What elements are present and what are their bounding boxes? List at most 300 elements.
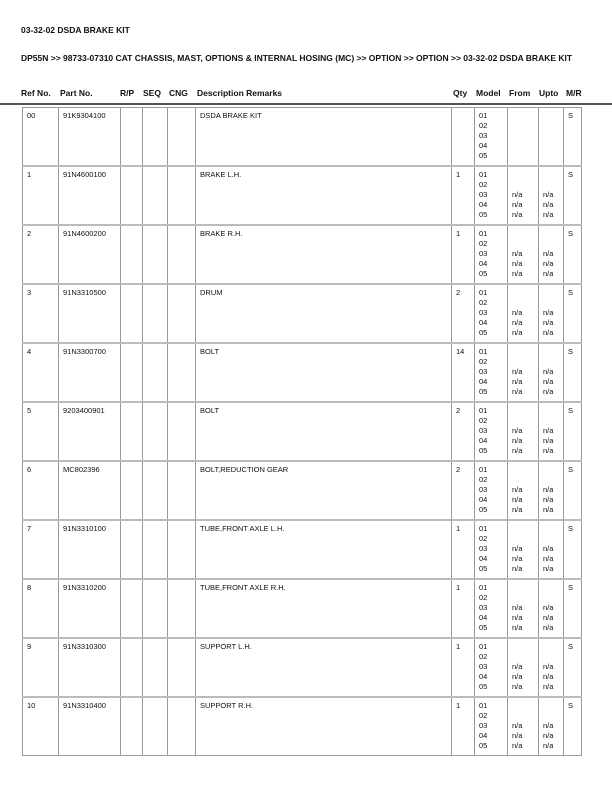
header-part: Part No.: [60, 88, 93, 98]
description: DSDA BRAKE KIT: [196, 108, 452, 167]
model-line: 02: [479, 416, 488, 425]
model-line: 01: [479, 229, 488, 238]
upto-line: n/a: [543, 485, 554, 494]
qty: 1: [452, 579, 475, 638]
part-no: 91K9304100: [59, 108, 121, 167]
table-row: [23, 402, 582, 461]
header-mr: M/R: [566, 88, 582, 98]
qty: 1: [452, 638, 475, 697]
from: [508, 225, 539, 284]
upto: [539, 461, 564, 520]
model-line: 01: [479, 170, 488, 179]
model-line: 03: [479, 544, 488, 553]
from-line: [512, 229, 534, 239]
upto-line: [543, 701, 559, 711]
description: BOLT,REDUCTION GEAR: [196, 461, 452, 520]
upto-line: n/a: [543, 210, 554, 219]
cng-cell: [168, 402, 196, 461]
part-no: 91N3310200: [59, 579, 121, 638]
from: [508, 520, 539, 579]
table-row: [23, 225, 582, 284]
upto-line: [543, 406, 559, 416]
part-no: 91N3310100: [59, 520, 121, 579]
from-line: n/a: [512, 741, 523, 750]
table-row: [23, 108, 582, 167]
qty: 2: [452, 461, 475, 520]
upto-line: [543, 475, 559, 485]
model-line: 05: [479, 387, 488, 396]
part-no: 91N4600200: [59, 225, 121, 284]
upto-line: [543, 298, 559, 308]
upto-line: n/a: [543, 682, 554, 691]
model-line: 01: [479, 701, 488, 710]
mr: S: [564, 225, 582, 284]
upto-line: n/a: [543, 249, 554, 258]
description: SUPPORT L.H.: [196, 638, 452, 697]
model-line: 04: [479, 495, 488, 504]
model-line: 05: [479, 151, 488, 160]
upto-line: n/a: [543, 731, 554, 740]
from-line: [512, 239, 534, 249]
upto-line: [543, 288, 559, 298]
qty: [452, 108, 475, 167]
model: [475, 343, 508, 402]
upto-line: n/a: [543, 318, 554, 327]
table-row: [23, 284, 582, 343]
model: [475, 402, 508, 461]
upto-line: [543, 642, 559, 652]
from-line: [512, 141, 534, 151]
upto-line: n/a: [543, 672, 554, 681]
model-line: 02: [479, 652, 488, 661]
model: [475, 579, 508, 638]
from-line: [512, 583, 534, 593]
description: SUPPORT R.H.: [196, 697, 452, 756]
model-line: 04: [479, 318, 488, 327]
model-line: 02: [479, 357, 488, 366]
from-line: [512, 121, 534, 131]
model-line: 01: [479, 524, 488, 533]
from: [508, 638, 539, 697]
model-line: 04: [479, 672, 488, 681]
model-line: 05: [479, 741, 488, 750]
from-line: [512, 642, 534, 652]
qty: 14: [452, 343, 475, 402]
model-line: 04: [479, 200, 488, 209]
qty: 1: [452, 225, 475, 284]
qty: 1: [452, 520, 475, 579]
from: [508, 166, 539, 225]
table-row: [23, 343, 582, 402]
upto-line: n/a: [543, 564, 554, 573]
from-line: [512, 701, 534, 711]
part-no: MC802396: [59, 461, 121, 520]
header-seq: SEQ: [143, 88, 161, 98]
upto-line: n/a: [543, 495, 554, 504]
ref-no: 1: [23, 166, 59, 225]
model: [475, 108, 508, 167]
upto-line: [543, 593, 559, 603]
model-line: 03: [479, 131, 488, 140]
model: [475, 520, 508, 579]
table-row: [23, 166, 582, 225]
upto-line: n/a: [543, 269, 554, 278]
upto-line: [543, 416, 559, 426]
upto-line: n/a: [543, 721, 554, 730]
model-line: 03: [479, 485, 488, 494]
model: [475, 461, 508, 520]
table-row: [23, 638, 582, 697]
qty: 2: [452, 402, 475, 461]
upto-line: [543, 711, 559, 721]
rp-cell: [121, 638, 143, 697]
cng-cell: [168, 225, 196, 284]
upto-line: n/a: [543, 377, 554, 386]
ref-no: 2: [23, 225, 59, 284]
from: [508, 284, 539, 343]
header-cng: CNG: [169, 88, 188, 98]
upto-line: n/a: [543, 554, 554, 563]
model: [475, 166, 508, 225]
mr: S: [564, 461, 582, 520]
from-line: n/a: [512, 436, 523, 445]
from-line: n/a: [512, 623, 523, 632]
upto-line: [543, 465, 559, 475]
upto-line: n/a: [543, 426, 554, 435]
from-line: n/a: [512, 269, 523, 278]
rp-cell: [121, 225, 143, 284]
from-line: [512, 593, 534, 603]
from-line: n/a: [512, 387, 523, 396]
ref-no: 00: [23, 108, 59, 167]
ref-no: 8: [23, 579, 59, 638]
model-line: 05: [479, 328, 488, 337]
from-line: [512, 416, 534, 426]
model: [475, 284, 508, 343]
header-desc: Description Remarks: [197, 88, 283, 98]
rp-cell: [121, 343, 143, 402]
rp-cell: [121, 461, 143, 520]
header-rp: R/P: [120, 88, 135, 98]
breadcrumb: DP55N >> 98733-07310 CAT CHASSIS, MAST, OPTIONS & INTERNAL HOSING (MC) >> OPTION >> OPTION >> 03-32-02 DSDA BRAKE KIT: [21, 53, 573, 63]
model-line: 02: [479, 593, 488, 602]
cng-cell: [168, 579, 196, 638]
from-line: [512, 711, 534, 721]
cng-cell: [168, 343, 196, 402]
model-line: 01: [479, 406, 488, 415]
seq-cell: [143, 697, 168, 756]
model: [475, 638, 508, 697]
from-line: n/a: [512, 367, 523, 376]
from: [508, 461, 539, 520]
header-ref: Ref No.: [21, 88, 51, 98]
seq-cell: [143, 166, 168, 225]
from-line: [512, 347, 534, 357]
seq-cell: [143, 520, 168, 579]
qty: 2: [452, 284, 475, 343]
rp-cell: [121, 402, 143, 461]
upto-line: [543, 583, 559, 593]
upto-line: n/a: [543, 367, 554, 376]
upto-line: [543, 151, 559, 161]
upto-line: n/a: [543, 505, 554, 514]
from-line: n/a: [512, 721, 523, 730]
part-no: 91N4600100: [59, 166, 121, 225]
model-line: 04: [479, 554, 488, 563]
model-line: 02: [479, 180, 488, 189]
from-line: n/a: [512, 495, 523, 504]
cng-cell: [168, 697, 196, 756]
upto-line: n/a: [543, 603, 554, 612]
from-line: n/a: [512, 505, 523, 514]
upto-line: [543, 141, 559, 151]
model-line: 05: [479, 210, 488, 219]
model-line: 01: [479, 642, 488, 651]
from: [508, 108, 539, 167]
model: [475, 225, 508, 284]
rp-cell: [121, 284, 143, 343]
part-no: 91N3310500: [59, 284, 121, 343]
cng-cell: [168, 166, 196, 225]
cng-cell: [168, 638, 196, 697]
model-line: 04: [479, 436, 488, 445]
from-line: n/a: [512, 308, 523, 317]
description: TUBE,FRONT AXLE R.H.: [196, 579, 452, 638]
from-line: n/a: [512, 731, 523, 740]
upto-line: n/a: [543, 259, 554, 268]
rp-cell: [121, 520, 143, 579]
model-line: 02: [479, 711, 488, 720]
model-line: 01: [479, 347, 488, 356]
from-line: n/a: [512, 603, 523, 612]
description: BOLT: [196, 402, 452, 461]
from-line: [512, 180, 534, 190]
seq-cell: [143, 579, 168, 638]
upto-line: n/a: [543, 662, 554, 671]
upto-line: n/a: [543, 544, 554, 553]
header-divider: [0, 103, 612, 105]
mr: S: [564, 697, 582, 756]
qty: 1: [452, 166, 475, 225]
from-line: n/a: [512, 200, 523, 209]
upto-line: [543, 111, 559, 121]
model-line: 01: [479, 465, 488, 474]
mr: S: [564, 284, 582, 343]
from-line: [512, 475, 534, 485]
upto: [539, 108, 564, 167]
upto-line: n/a: [543, 387, 554, 396]
from: [508, 579, 539, 638]
model-line: 04: [479, 141, 488, 150]
part-no: 9203400901: [59, 402, 121, 461]
upto-line: n/a: [543, 623, 554, 632]
from-line: n/a: [512, 564, 523, 573]
from: [508, 402, 539, 461]
upto-line: [543, 131, 559, 141]
table-row: [23, 579, 582, 638]
from: [508, 343, 539, 402]
model-line: 03: [479, 190, 488, 199]
upto-line: [543, 170, 559, 180]
upto: [539, 697, 564, 756]
description: BRAKE R.H.: [196, 225, 452, 284]
header-model: Model: [476, 88, 501, 98]
from-line: n/a: [512, 672, 523, 681]
model-line: 02: [479, 298, 488, 307]
from-line: n/a: [512, 682, 523, 691]
description: BRAKE L.H.: [196, 166, 452, 225]
from-line: [512, 298, 534, 308]
parts-table: [22, 107, 582, 756]
table-header: [0, 88, 612, 102]
part-no: 91N3310400: [59, 697, 121, 756]
from-line: n/a: [512, 446, 523, 455]
seq-cell: [143, 284, 168, 343]
from-line: n/a: [512, 554, 523, 563]
from: [508, 697, 539, 756]
upto-line: n/a: [543, 200, 554, 209]
cng-cell: [168, 461, 196, 520]
ref-no: 5: [23, 402, 59, 461]
mr: S: [564, 402, 582, 461]
model: [475, 697, 508, 756]
upto: [539, 520, 564, 579]
model-line: 03: [479, 721, 488, 730]
upto-line: n/a: [543, 328, 554, 337]
model-line: 02: [479, 121, 488, 130]
cng-cell: [168, 284, 196, 343]
upto-line: [543, 524, 559, 534]
seq-cell: [143, 461, 168, 520]
upto-line: [543, 357, 559, 367]
model-line: 05: [479, 505, 488, 514]
upto-line: [543, 652, 559, 662]
model-line: 04: [479, 613, 488, 622]
upto-line: [543, 180, 559, 190]
rp-cell: [121, 108, 143, 167]
seq-cell: [143, 108, 168, 167]
seq-cell: [143, 343, 168, 402]
qty: 1: [452, 697, 475, 756]
model-line: 02: [479, 239, 488, 248]
from-line: n/a: [512, 249, 523, 258]
from-line: [512, 406, 534, 416]
rp-cell: [121, 579, 143, 638]
table-row: [23, 697, 582, 756]
model-line: 01: [479, 111, 488, 120]
mr: S: [564, 638, 582, 697]
upto-line: [543, 239, 559, 249]
from-line: n/a: [512, 377, 523, 386]
model-line: 03: [479, 308, 488, 317]
from-line: [512, 131, 534, 141]
upto-line: [543, 534, 559, 544]
header-from: From: [509, 88, 531, 98]
from-line: n/a: [512, 426, 523, 435]
mr: S: [564, 579, 582, 638]
ref-no: 9: [23, 638, 59, 697]
mr: S: [564, 520, 582, 579]
from-line: n/a: [512, 328, 523, 337]
upto: [539, 225, 564, 284]
from-line: n/a: [512, 544, 523, 553]
model-line: 04: [479, 377, 488, 386]
description: DRUM: [196, 284, 452, 343]
ref-no: 4: [23, 343, 59, 402]
model-line: 03: [479, 367, 488, 376]
from-line: [512, 524, 534, 534]
seq-cell: [143, 638, 168, 697]
ref-no: 10: [23, 697, 59, 756]
part-no: 91N3310300: [59, 638, 121, 697]
page-title: 03-32-02 DSDA BRAKE KIT: [21, 25, 130, 35]
from-line: n/a: [512, 485, 523, 494]
model-line: 05: [479, 623, 488, 632]
upto-line: n/a: [543, 446, 554, 455]
from-line: n/a: [512, 259, 523, 268]
from-line: n/a: [512, 318, 523, 327]
upto-line: [543, 229, 559, 239]
ref-no: 7: [23, 520, 59, 579]
upto-line: n/a: [543, 308, 554, 317]
model-line: 05: [479, 269, 488, 278]
cng-cell: [168, 520, 196, 579]
model-line: 03: [479, 426, 488, 435]
from-line: [512, 465, 534, 475]
model-line: 03: [479, 249, 488, 258]
from-line: n/a: [512, 190, 523, 199]
upto-line: n/a: [543, 436, 554, 445]
from-line: n/a: [512, 662, 523, 671]
upto: [539, 284, 564, 343]
model-line: 03: [479, 603, 488, 612]
mr: S: [564, 108, 582, 167]
seq-cell: [143, 225, 168, 284]
from-line: [512, 111, 534, 121]
mr: S: [564, 343, 582, 402]
ref-no: 3: [23, 284, 59, 343]
rp-cell: [121, 166, 143, 225]
model-line: 03: [479, 662, 488, 671]
upto-line: [543, 121, 559, 131]
description: BOLT: [196, 343, 452, 402]
from-line: [512, 652, 534, 662]
upto-line: n/a: [543, 613, 554, 622]
upto: [539, 402, 564, 461]
from-line: [512, 288, 534, 298]
model-line: 05: [479, 564, 488, 573]
model-line: 04: [479, 731, 488, 740]
header-upto: Upto: [539, 88, 559, 98]
table-row: [23, 461, 582, 520]
ref-no: 6: [23, 461, 59, 520]
from-line: [512, 151, 534, 161]
from-line: [512, 534, 534, 544]
model-line: 02: [479, 475, 488, 484]
model-line: 01: [479, 583, 488, 592]
upto-line: n/a: [543, 741, 554, 750]
upto: [539, 638, 564, 697]
table-row: [23, 520, 582, 579]
upto-line: [543, 347, 559, 357]
seq-cell: [143, 402, 168, 461]
upto: [539, 579, 564, 638]
cng-cell: [168, 108, 196, 167]
from-line: n/a: [512, 613, 523, 622]
model-line: 02: [479, 534, 488, 543]
upto: [539, 343, 564, 402]
model-line: 05: [479, 446, 488, 455]
